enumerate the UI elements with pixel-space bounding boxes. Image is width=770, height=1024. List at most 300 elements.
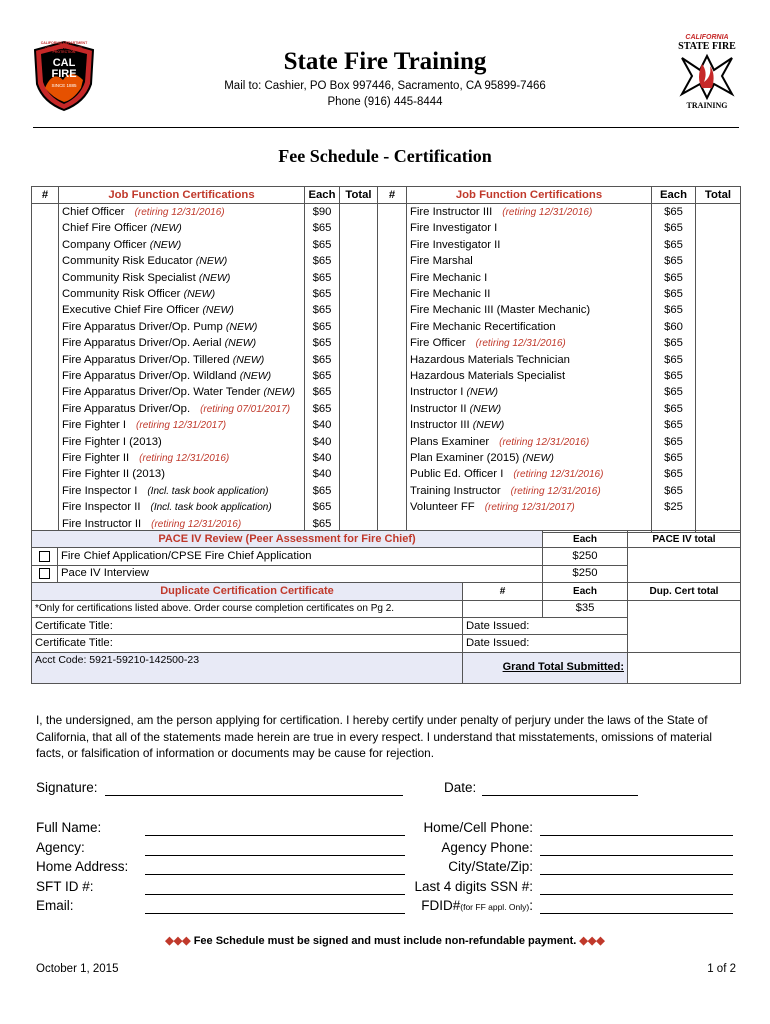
left-qty-input[interactable] (32, 450, 59, 466)
job-name: Chief Officer (62, 206, 125, 219)
col-header-num-right: # (378, 187, 407, 204)
pace-interview-checkbox[interactable] (39, 568, 50, 579)
duplicate-total-input[interactable] (628, 600, 741, 652)
right-qty-input[interactable] (378, 450, 407, 466)
page-title: State Fire Training (283, 48, 487, 75)
left-fee: $40 (305, 434, 340, 450)
right-total-input[interactable] (696, 352, 741, 368)
right-total-input[interactable] (696, 467, 741, 483)
left-job-cell (59, 434, 305, 450)
right-total-input[interactable] (696, 385, 741, 401)
right-total-input[interactable] (696, 336, 741, 352)
table-row (32, 368, 741, 384)
right-qty-input[interactable] (378, 254, 407, 270)
logo-cal-text: CAL (52, 57, 76, 69)
right-fee: $65 (652, 483, 696, 499)
right-job-cell (407, 303, 652, 319)
left-fee: $65 (305, 286, 340, 302)
job-note: (retiring 12/31/2017) (136, 420, 227, 432)
job-note: (retiring 07/01/2017) (200, 403, 291, 415)
job-name: Fire Fighter II (2013) (62, 468, 165, 481)
left-total-input[interactable] (340, 401, 378, 417)
field-label-left: SFT ID #: (36, 878, 94, 894)
right-job-cell (407, 368, 652, 384)
left-job-cell (59, 319, 305, 335)
job-name: Hazardous Materials Technician (410, 353, 570, 366)
job-note: (retiring 12/31/2016) (502, 207, 593, 219)
left-qty-input[interactable] (32, 204, 59, 221)
right-qty-input[interactable] (378, 499, 407, 515)
page-number: 1 of 2 (707, 963, 736, 975)
left-job-cell (59, 286, 305, 302)
job-note: (retiring 12/31/2016) (139, 452, 230, 464)
right-total-input[interactable] (696, 286, 741, 302)
pace-interview-label: Pace IV Interview (58, 565, 543, 582)
left-job-cell (59, 368, 305, 384)
left-qty-input[interactable] (32, 303, 59, 319)
left-fee: $65 (305, 516, 340, 533)
job-name: Fire Marshal (410, 255, 473, 268)
table-row (32, 319, 741, 335)
left-qty-input[interactable] (32, 319, 59, 335)
table-row (32, 336, 741, 352)
footer-date: October 1, 2015 (36, 963, 119, 975)
job-name: Executive Chief Fire Officer (NEW) (62, 304, 234, 317)
cert-title-2[interactable]: Certificate Title: (32, 635, 463, 652)
right-total-input[interactable] (696, 434, 741, 450)
right-qty-input[interactable] (378, 401, 407, 417)
right-total-input[interactable] (696, 417, 741, 433)
right-fee: $65 (652, 254, 696, 270)
right-job-cell (407, 450, 652, 466)
job-note: (retiring 12/31/2016) (499, 436, 590, 448)
left-job-cell (59, 450, 305, 466)
job-note: (retiring 12/31/2017) (484, 502, 575, 514)
right-fee: $65 (652, 467, 696, 483)
left-total-input[interactable] (340, 385, 378, 401)
col-header-job-right: Job Function Certifications (407, 187, 652, 204)
left-total-input[interactable] (340, 270, 378, 286)
logo-fire-text: FIRE (51, 68, 77, 80)
right-job-cell (407, 401, 652, 417)
left-fee: $65 (305, 254, 340, 270)
job-name: Community Risk Officer (NEW) (62, 288, 216, 301)
job-name: Chief Fire Officer (NEW) (62, 222, 182, 235)
left-fee: $65 (305, 319, 340, 335)
right-qty-input[interactable] (378, 417, 407, 433)
right-total-input[interactable] (696, 401, 741, 417)
right-total-input[interactable] (696, 221, 741, 237)
left-qty-input[interactable] (32, 434, 59, 450)
field-label-right (405, 840, 533, 855)
table-row (32, 286, 741, 302)
job-name: Fire Inspector I (62, 484, 138, 497)
left-total-input[interactable] (340, 303, 378, 319)
logo-california-text: CALIFORNIA (685, 34, 729, 41)
right-fee: $65 (652, 204, 696, 221)
job-name: Fire Apparatus Driver/Op. Tillered (NEW) (62, 353, 265, 366)
grand-total-input[interactable] (628, 652, 741, 683)
field-label-left: Home Address: (36, 859, 129, 874)
right-job-cell (407, 221, 652, 237)
left-job-cell (59, 352, 305, 368)
fee-schedule-title: Fee Schedule - Certification (278, 146, 492, 166)
right-qty-input[interactable] (378, 434, 407, 450)
pace-chief-cell (32, 548, 58, 565)
left-fee: $65 (305, 385, 340, 401)
field-label-text: City/State/Zip: (448, 859, 533, 874)
left-job-cell (59, 336, 305, 352)
right-job-cell (407, 467, 652, 483)
field-label-text: FDID# (421, 898, 461, 913)
right-job-cell (407, 319, 652, 335)
left-fee: $90 (305, 204, 340, 221)
right-total-input[interactable] (696, 368, 741, 384)
left-job-cell (59, 221, 305, 237)
diamond-icon-right: ◆◆◆ (579, 935, 605, 947)
left-qty-input[interactable] (32, 467, 59, 483)
job-name: Community Risk Specialist (NEW) (62, 271, 231, 284)
job-name: Fire Apparatus Driver/Op. Pump (NEW) (62, 320, 258, 333)
col-header-each-right: Each (652, 187, 696, 204)
left-qty-input[interactable] (32, 483, 59, 499)
job-name: Volunteer FF (410, 501, 475, 514)
left-total-input[interactable] (340, 417, 378, 433)
right-job-cell (407, 499, 652, 515)
right-qty-input[interactable] (378, 467, 407, 483)
col-header-num: # (32, 187, 59, 204)
left-job-cell (59, 204, 305, 221)
right-fee: $65 (652, 336, 696, 352)
job-name: Fire Mechanic I (410, 271, 488, 284)
left-fee: $40 (305, 417, 340, 433)
left-total-input[interactable] (340, 483, 378, 499)
duplicate-each-header: Each (543, 583, 628, 600)
signature-field[interactable] (105, 781, 403, 796)
left-job-cell (59, 385, 305, 401)
job-name: Fire Instructor II (62, 517, 142, 530)
date-field[interactable] (482, 781, 638, 796)
right-total-input[interactable] (696, 254, 741, 270)
table-row (32, 450, 741, 466)
pace-each-header: Each (543, 531, 628, 548)
right-job-cell (407, 352, 652, 368)
right-total-input[interactable] (696, 483, 741, 499)
right-fee: $65 (652, 221, 696, 237)
right-fee: $65 (652, 237, 696, 253)
field-input-left[interactable] (145, 841, 405, 856)
job-name: Fire Apparatus Driver/Op. Aerial (NEW) (62, 337, 257, 350)
col-header-total: Total (340, 187, 378, 204)
header-divider (33, 127, 739, 128)
logo-ring-text: CALIFORNIA DEPARTMENT OF FORESTRY & FIRE PROTECTION (40, 41, 88, 54)
date-issued-2[interactable]: Date Issued: (463, 635, 628, 652)
left-qty-input[interactable] (32, 417, 59, 433)
left-total-input[interactable] (340, 237, 378, 253)
left-fee: $40 (305, 450, 340, 466)
field-input-left[interactable] (145, 821, 405, 836)
right-qty-input[interactable] (378, 368, 407, 384)
date-issued-1[interactable]: Date Issued: (463, 617, 628, 634)
left-total-input[interactable] (340, 467, 378, 483)
left-total-input[interactable] (340, 352, 378, 368)
right-fee: $65 (652, 401, 696, 417)
left-qty-input[interactable] (32, 352, 59, 368)
table-row (32, 270, 741, 286)
right-qty-input[interactable] (378, 319, 407, 335)
field-input-right[interactable] (540, 841, 733, 856)
job-name: Fire Fighter II (62, 451, 130, 464)
duplicate-note: *Only for certifications listed above. Order course completion certificates on Pg 2. (32, 600, 463, 617)
left-total-input[interactable] (340, 499, 378, 515)
left-qty-input[interactable] (32, 270, 59, 286)
right-qty-input[interactable] (378, 286, 407, 302)
pace-chief-fee: $250 (543, 548, 628, 565)
right-job-cell (407, 286, 652, 302)
job-name: Fire Mechanic II (410, 288, 491, 301)
table-row (32, 204, 741, 221)
table-row (32, 221, 741, 237)
table-row (32, 483, 741, 499)
job-name: Plan Examiner (2015) (NEW) (410, 451, 554, 464)
grand-total-label: Grand Total Submitted: (463, 652, 628, 683)
job-name: Hazardous Materials Specialist (410, 369, 566, 382)
footer-note-text: Fee Schedule must be signed and must include non-refundable payment. (193, 935, 577, 947)
field-label-text: Last 4 digits SSN #: (414, 878, 533, 894)
right-fee: $65 (652, 303, 696, 319)
field-label-right (405, 898, 533, 913)
right-qty-input[interactable] (378, 336, 407, 352)
left-qty-input[interactable] (32, 286, 59, 302)
job-name: Fire Apparatus Driver/Op. Wildland (NEW) (62, 369, 272, 382)
duplicate-total-header: Dup. Cert total (628, 583, 741, 600)
right-qty-input[interactable] (378, 385, 407, 401)
field-label-right (405, 879, 533, 894)
pace-chief-checkbox[interactable] (39, 551, 50, 562)
left-total-input[interactable] (340, 434, 378, 450)
date-label: Date: (444, 780, 477, 795)
left-fee: $65 (305, 483, 340, 499)
field-label-right (405, 859, 533, 874)
left-job-cell (59, 417, 305, 433)
right-qty-input[interactable] (378, 270, 407, 286)
left-job-cell (59, 237, 305, 253)
left-total-input[interactable] (340, 319, 378, 335)
logo-since-text: SINCE 1885 (51, 83, 77, 88)
field-input-left[interactable] (145, 899, 405, 914)
right-job-cell (407, 270, 652, 286)
left-fee: $65 (305, 303, 340, 319)
job-name: Fire Fighter I (2013) (62, 435, 162, 448)
field-input-right[interactable] (540, 860, 733, 875)
right-job-cell (407, 254, 652, 270)
right-fee: $25 (652, 499, 696, 515)
left-total-input[interactable] (340, 254, 378, 270)
left-qty-input[interactable] (32, 499, 59, 515)
left-job-cell (59, 499, 305, 515)
job-name: Fire Inspector II (62, 501, 141, 514)
fdid-colon: : (529, 898, 533, 913)
left-qty-input[interactable] (32, 254, 59, 270)
col-header-each: Each (305, 187, 340, 204)
right-qty-input[interactable] (378, 221, 407, 237)
field-input-right[interactable] (540, 821, 733, 836)
pace-interview-fee: $250 (543, 565, 628, 582)
right-job-cell (407, 483, 652, 499)
job-note: (retiring 12/31/2016) (134, 207, 225, 219)
right-total-input[interactable] (696, 319, 741, 335)
job-note: (retiring 12/31/2016) (475, 338, 566, 350)
declaration-text: I, the undersigned, am the person applying for certification. I hereby certify under penalty of perjury under the laws of the State of California, that all of the statements made herein are true in every respect. I understand that misstatements, omissions of material facts, or falsification of information or documents may be cause for rejection. (36, 713, 713, 760)
job-name: Fire Investigator I (410, 222, 498, 235)
left-qty-input[interactable] (32, 401, 59, 417)
right-qty-input[interactable] (378, 303, 407, 319)
job-name: Plans Examiner (410, 435, 490, 448)
left-fee: $65 (305, 237, 340, 253)
right-fee: $65 (652, 368, 696, 384)
left-job-cell (59, 270, 305, 286)
duplicate-heading: Duplicate Certification Certificate (32, 583, 463, 600)
left-fee: $65 (305, 368, 340, 384)
diamond-icon-left: ◆◆◆ (165, 935, 191, 947)
job-note: (retiring 12/31/2016) (510, 485, 601, 497)
logo-training-text: TRAINING (686, 101, 728, 110)
job-name: Fire Instructor III (410, 206, 493, 219)
left-fee: $40 (305, 467, 340, 483)
pace-heading: PACE IV Review (Peer Assessment for Fire Chief) (32, 531, 543, 548)
job-name: Public Ed. Officer I (410, 468, 504, 481)
duplicate-fee: $35 (543, 600, 628, 617)
duplicate-num-header: # (463, 583, 543, 600)
fee-table (31, 186, 741, 533)
job-name: Instructor I (NEW) (410, 386, 499, 399)
right-fee: $65 (652, 270, 696, 286)
field-label-left: Agency: (36, 839, 85, 855)
right-fee: $65 (652, 352, 696, 368)
left-qty-input[interactable] (32, 385, 59, 401)
right-fee: $65 (652, 450, 696, 466)
col-header-job: Job Function Certifications (59, 187, 305, 204)
field-input-left[interactable] (145, 880, 405, 895)
field-input-right[interactable] (540, 880, 733, 895)
left-qty-input[interactable] (32, 237, 59, 253)
job-note: (retiring 12/31/2016) (151, 518, 242, 530)
field-label-text: Agency Phone: (441, 839, 533, 855)
col-header-total-right: Total (696, 187, 741, 204)
job-name: Training Instructor (410, 484, 501, 497)
right-fee: $65 (652, 434, 696, 450)
table-row (32, 401, 741, 417)
field-label-left: Full Name: (36, 820, 102, 835)
job-name: Fire Investigator II (410, 238, 501, 251)
job-name: Fire Officer (410, 337, 466, 350)
right-qty-input[interactable] (378, 204, 407, 221)
right-fee: $60 (652, 319, 696, 335)
pace-interview-cell (32, 565, 58, 582)
footer-note (0, 934, 770, 947)
logo-state-fire-text: STATE FIRE (678, 41, 736, 52)
left-fee: $65 (305, 221, 340, 237)
right-total-input[interactable] (696, 237, 741, 253)
cert-title-1[interactable]: Certificate Title: (32, 617, 463, 634)
right-qty-input[interactable] (378, 483, 407, 499)
left-total-input[interactable] (340, 204, 378, 221)
left-total-input[interactable] (340, 450, 378, 466)
phone-number: Phone (916) 445-8444 (327, 96, 443, 108)
signature-label: Signature: (36, 780, 98, 795)
job-name: Company Officer (NEW) (62, 238, 182, 251)
left-total-input[interactable] (340, 336, 378, 352)
field-input-right[interactable] (540, 899, 733, 914)
duplicate-qty-input[interactable] (463, 600, 543, 617)
field-input-left[interactable] (145, 860, 405, 875)
right-total-input[interactable] (696, 499, 741, 515)
left-job-cell (59, 254, 305, 270)
table-row (32, 352, 741, 368)
field-label-text: Home/Cell Phone: (423, 820, 533, 835)
table-row (32, 467, 741, 483)
field-label-left: Email: (36, 898, 74, 913)
table-row (32, 499, 741, 515)
job-name: Instructor III (NEW) (410, 419, 505, 432)
pace-total-input[interactable] (628, 548, 741, 583)
pace-duplicate-table (31, 530, 741, 684)
right-total-input[interactable] (696, 270, 741, 286)
right-job-cell (407, 204, 652, 221)
job-note: (Incl. task book application) (150, 502, 272, 514)
mailing-address: Mail to: Cashier, PO Box 997446, Sacramento, CA 95899-7466 (224, 80, 546, 92)
job-name: Fire Mechanic III (Master Mechanic) (410, 304, 591, 317)
right-job-cell (407, 336, 652, 352)
left-job-cell (59, 401, 305, 417)
left-job-cell (59, 483, 305, 499)
left-total-input[interactable] (340, 286, 378, 302)
table-row (32, 254, 741, 270)
right-fee: $65 (652, 286, 696, 302)
left-total-input[interactable] (340, 221, 378, 237)
pace-total-header: PACE IV total (628, 531, 741, 548)
job-name: Instructor II (NEW) (410, 402, 502, 415)
left-job-cell (59, 303, 305, 319)
right-job-cell (407, 237, 652, 253)
job-name: Fire Mechanic Recertification (410, 320, 556, 333)
right-total-input[interactable] (696, 204, 741, 221)
left-fee: $65 (305, 401, 340, 417)
right-total-input[interactable] (696, 303, 741, 319)
left-qty-input[interactable] (32, 221, 59, 237)
left-fee: $65 (305, 499, 340, 515)
right-fee: $65 (652, 417, 696, 433)
job-name: Fire Apparatus Driver/Op. (62, 402, 191, 415)
left-qty-input[interactable] (32, 336, 59, 352)
right-job-cell (407, 417, 652, 433)
left-total-input[interactable] (340, 368, 378, 384)
job-note: (Incl. task book application) (147, 485, 269, 497)
left-fee: $65 (305, 352, 340, 368)
fdid-note: (for FF appl. Only) (460, 902, 530, 912)
job-name: Community Risk Educator (NEW) (62, 255, 228, 268)
right-qty-input[interactable] (378, 237, 407, 253)
left-fee: $65 (305, 270, 340, 286)
pace-chief-label: Fire Chief Application/CPSE Fire Chief Application (58, 548, 543, 565)
table-row (32, 303, 741, 319)
table-row (32, 417, 741, 433)
right-qty-input[interactable] (378, 352, 407, 368)
left-qty-input[interactable] (32, 368, 59, 384)
acct-code: Acct Code: 5921-59210-142500-23 (32, 652, 463, 683)
job-name: Fire Fighter I (62, 419, 127, 432)
right-total-input[interactable] (696, 450, 741, 466)
